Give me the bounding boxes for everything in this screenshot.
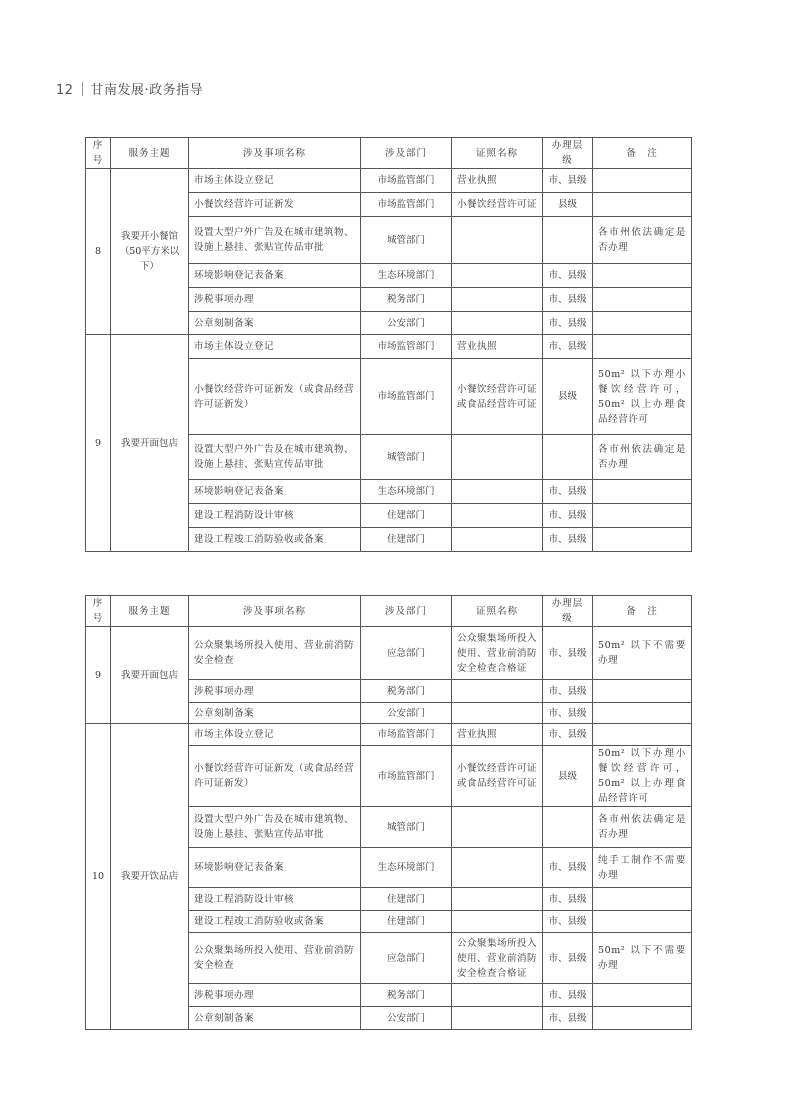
note: 50m² 以下不需要办理 xyxy=(593,627,692,680)
department: 市场监管部门 xyxy=(361,193,452,217)
department: 市场监管部门 xyxy=(361,746,452,807)
item-name: 涉税事项办理 xyxy=(189,680,361,703)
service-topic: 我要开饮品店 xyxy=(111,724,189,1030)
note: 各市州依法确定是否办理 xyxy=(593,435,692,480)
level: 县级 xyxy=(543,193,593,217)
note xyxy=(593,264,692,288)
department: 市场监管部门 xyxy=(361,169,452,193)
note xyxy=(593,312,692,335)
note xyxy=(593,504,692,528)
license-name xyxy=(452,288,543,312)
table-row xyxy=(86,724,692,746)
license-name xyxy=(452,888,543,911)
department: 公安部门 xyxy=(361,312,452,335)
department: 生态环境部门 xyxy=(361,264,452,288)
table-header-row xyxy=(86,596,692,627)
service-topic: 我要开面包店 xyxy=(111,627,189,724)
note: 50m² 以下不需要办理 xyxy=(593,933,692,984)
level: 市、县级 xyxy=(543,169,593,193)
item-name: 环境影响登记表备案 xyxy=(189,848,361,888)
note: 50m² 以下办理小餐饮经营许可，50m² 以上办理食品经营许可 xyxy=(593,746,692,807)
department: 生态环境部门 xyxy=(361,480,452,504)
license-name: 营业执照 xyxy=(452,335,543,359)
license-name xyxy=(452,703,543,724)
department: 市场监管部门 xyxy=(361,359,452,435)
page-number: 12 xyxy=(56,83,74,98)
publication-title: 甘南发展·政务指导 xyxy=(90,83,204,98)
note xyxy=(593,984,692,1007)
row-number: 8 xyxy=(86,169,111,335)
department: 税务部门 xyxy=(361,288,452,312)
level: 市、县级 xyxy=(543,680,593,703)
col-header-level: 办理层级 xyxy=(543,138,593,169)
col-header-no: 序号 xyxy=(86,138,111,169)
level: 市、县级 xyxy=(543,264,593,288)
item-name: 小餐饮经营许可证新发（或食品经营许可证新发） xyxy=(189,359,361,435)
level: 市、县级 xyxy=(543,848,593,888)
service-topic: 我要开小餐馆（50平方米以下） xyxy=(111,169,189,335)
department: 城管部门 xyxy=(361,435,452,480)
license-name xyxy=(452,435,543,480)
table-row xyxy=(86,169,692,193)
level xyxy=(543,217,593,264)
license-name: 营业执照 xyxy=(452,169,543,193)
license-name xyxy=(452,504,543,528)
license-name xyxy=(452,911,543,933)
department: 生态环境部门 xyxy=(361,848,452,888)
license-name xyxy=(452,217,543,264)
license-name: 营业执照 xyxy=(452,724,543,746)
level: 市、县级 xyxy=(543,703,593,724)
level xyxy=(543,807,593,848)
department: 城管部门 xyxy=(361,807,452,848)
note xyxy=(593,724,692,746)
row-number: 9 xyxy=(86,335,111,552)
level: 县级 xyxy=(543,746,593,807)
license-name: 小餐饮经营许可证或食品经营许可证 xyxy=(452,359,543,435)
level: 市、县级 xyxy=(543,504,593,528)
note xyxy=(593,288,692,312)
department: 公安部门 xyxy=(361,1007,452,1030)
level: 市、县级 xyxy=(543,288,593,312)
level: 县级 xyxy=(543,359,593,435)
department: 住建部门 xyxy=(361,888,452,911)
department: 市场监管部门 xyxy=(361,724,452,746)
item-name: 市场主体设立登记 xyxy=(189,724,361,746)
table-header-row xyxy=(86,138,692,169)
item-name: 环境影响登记表备案 xyxy=(189,264,361,288)
col-header-note: 备 注 xyxy=(593,138,692,169)
item-name: 设置大型户外广告及在城市建筑物、设施上悬挂、张贴宣传品审批 xyxy=(189,807,361,848)
level: 市、县级 xyxy=(543,480,593,504)
level: 市、县级 xyxy=(543,984,593,1007)
department: 应急部门 xyxy=(361,933,452,984)
license-name xyxy=(452,528,543,552)
col-header-topic: 服务主题 xyxy=(111,596,189,627)
department: 税务部门 xyxy=(361,680,452,703)
license-name xyxy=(452,680,543,703)
row-number: 10 xyxy=(86,724,111,1030)
col-header-item: 涉及事项名称 xyxy=(189,138,361,169)
item-name: 建设工程消防设计审核 xyxy=(189,888,361,911)
license-name xyxy=(452,984,543,1007)
item-name: 环境影响登记表备案 xyxy=(189,480,361,504)
item-name: 设置大型户外广告及在城市建筑物、设施上悬挂、张贴宣传品审批 xyxy=(189,435,361,480)
item-name: 小餐饮经营许可证新发 xyxy=(189,193,361,217)
license-name: 小餐饮经营许可证 xyxy=(452,193,543,217)
item-name: 市场主体设立登记 xyxy=(189,169,361,193)
note xyxy=(593,888,692,911)
table-row xyxy=(86,627,692,680)
note: 各市州依法确定是否办理 xyxy=(593,807,692,848)
col-header-note: 备 注 xyxy=(593,596,692,627)
department: 税务部门 xyxy=(361,984,452,1007)
col-header-no: 序号 xyxy=(86,596,111,627)
level: 市、县级 xyxy=(543,528,593,552)
license-name xyxy=(452,848,543,888)
item-name: 涉税事项办理 xyxy=(189,288,361,312)
col-header-item: 涉及事项名称 xyxy=(189,596,361,627)
item-name: 公众聚集场所投入使用、营业前消防安全检查 xyxy=(189,627,361,680)
license-name xyxy=(452,807,543,848)
note: 50m² 以下办理小餐饮经营许可，50m² 以上办理食品经营许可 xyxy=(593,359,692,435)
item-name: 公章刻制备案 xyxy=(189,703,361,724)
license-name: 小餐饮经营许可证或食品经营许可证 xyxy=(452,746,543,807)
row-number: 9 xyxy=(86,627,111,724)
level: 市、县级 xyxy=(543,933,593,984)
item-name: 公章刻制备案 xyxy=(189,1007,361,1030)
license-name xyxy=(452,312,543,335)
item-name: 公章刻制备案 xyxy=(189,312,361,335)
item-name: 设置大型户外广告及在城市建筑物、设施上悬挂、张贴宣传品审批 xyxy=(189,217,361,264)
service-topic: 我要开面包店 xyxy=(111,335,189,552)
license-name xyxy=(452,264,543,288)
note xyxy=(593,703,692,724)
note xyxy=(593,193,692,217)
header-divider xyxy=(82,82,83,96)
level: 市、县级 xyxy=(543,724,593,746)
item-name: 建设工程竣工消防验收或备案 xyxy=(189,911,361,933)
level: 市、县级 xyxy=(543,335,593,359)
note xyxy=(593,911,692,933)
note: 各市州依法确定是否办理 xyxy=(593,217,692,264)
license-name: 公众聚集场所投入使用、营业前消防安全检查合格证 xyxy=(452,933,543,984)
item-name: 市场主体设立登记 xyxy=(189,335,361,359)
department: 住建部门 xyxy=(361,911,452,933)
col-header-dept: 涉及部门 xyxy=(361,596,452,627)
license-name xyxy=(452,480,543,504)
service-table-2 xyxy=(85,595,692,1030)
department: 市场监管部门 xyxy=(361,335,452,359)
col-header-level: 办理层级 xyxy=(543,596,593,627)
col-header-dept: 涉及部门 xyxy=(361,138,452,169)
col-header-license: 证照名称 xyxy=(452,138,543,169)
note: 纯手工制作不需要办理 xyxy=(593,848,692,888)
note xyxy=(593,680,692,703)
item-name: 涉税事项办理 xyxy=(189,984,361,1007)
item-name: 小餐饮经营许可证新发（或食品经营许可证新发） xyxy=(189,746,361,807)
table-row xyxy=(86,335,692,359)
item-name: 建设工程消防设计审核 xyxy=(189,504,361,528)
page-header xyxy=(56,79,203,98)
note xyxy=(593,335,692,359)
department: 公安部门 xyxy=(361,703,452,724)
service-table-1 xyxy=(85,137,692,552)
note xyxy=(593,480,692,504)
department: 住建部门 xyxy=(361,528,452,552)
note xyxy=(593,1007,692,1030)
level xyxy=(543,435,593,480)
department: 住建部门 xyxy=(361,504,452,528)
item-name: 公众聚集场所投入使用、营业前消防安全检查 xyxy=(189,933,361,984)
col-header-topic: 服务主题 xyxy=(111,138,189,169)
license-name: 公众聚集场所投入使用、营业前消防安全检查合格证 xyxy=(452,627,543,680)
level: 市、县级 xyxy=(543,1007,593,1030)
level: 市、县级 xyxy=(543,911,593,933)
department: 城管部门 xyxy=(361,217,452,264)
col-header-license: 证照名称 xyxy=(452,596,543,627)
level: 市、县级 xyxy=(543,888,593,911)
level: 市、县级 xyxy=(543,312,593,335)
department: 应急部门 xyxy=(361,627,452,680)
note xyxy=(593,169,692,193)
level: 市、县级 xyxy=(543,627,593,680)
note xyxy=(593,528,692,552)
license-name xyxy=(452,1007,543,1030)
item-name: 建设工程竣工消防验收或备案 xyxy=(189,528,361,552)
